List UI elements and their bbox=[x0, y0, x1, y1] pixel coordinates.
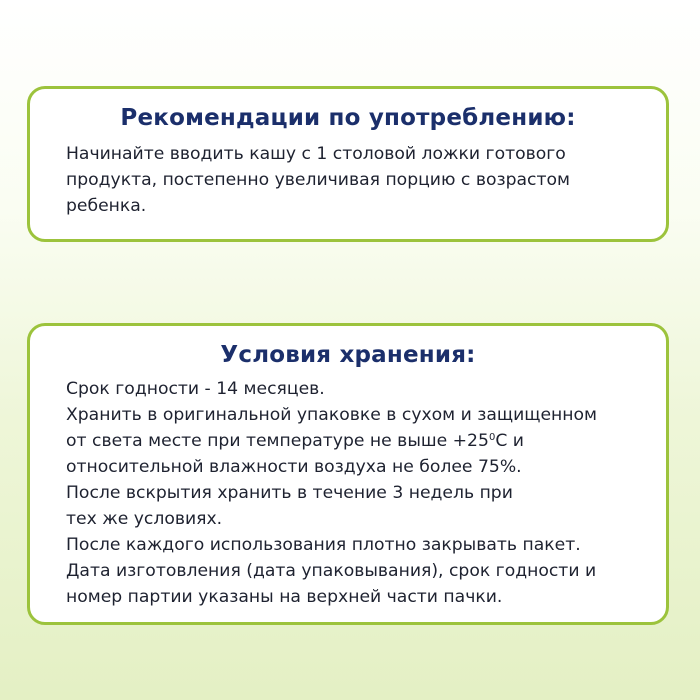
storage-line: Хранить в оригинальной упаковке в сухом и защищенном bbox=[66, 405, 597, 425]
storage-line: тех же условиях. bbox=[66, 509, 223, 529]
storage-card bbox=[27, 323, 669, 625]
storage-line: относительной влажности воздуха не более 75%. bbox=[66, 457, 522, 477]
storage-line: После каждого использования плотно закрывать пакет. bbox=[66, 535, 581, 555]
storage-line-temperature bbox=[66, 428, 646, 454]
storage-temperature-text: от света месте при температуре не выше +25 bbox=[66, 431, 489, 451]
storage-title: Условия хранения: bbox=[220, 342, 476, 368]
recommendations-line: Начинайте вводить кашу с 1 столовой ложки готового bbox=[66, 144, 566, 164]
storage-line: Дата изготовления (дата упаковывания), срок годности и bbox=[66, 561, 597, 581]
degree-sign: 0 bbox=[488, 432, 496, 443]
storage-line: номер партии указаны на верхней части пачки. bbox=[66, 587, 503, 607]
storage-line: После вскрытия хранить в течение 3 недель при bbox=[66, 483, 513, 503]
recommendations-card bbox=[27, 86, 669, 242]
recommendations-line: ребенка. bbox=[66, 196, 147, 216]
temperature-unit: С и bbox=[495, 431, 524, 451]
storage-line: Срок годности - 14 месяцев. bbox=[66, 379, 325, 399]
recommendations-text bbox=[30, 131, 666, 219]
recommendations-line: продукта, постепенно увеличивая порцию с возрастом bbox=[66, 170, 570, 190]
storage-text bbox=[30, 368, 666, 610]
recommendations-title: Рекомендации по употреблению: bbox=[120, 105, 576, 131]
